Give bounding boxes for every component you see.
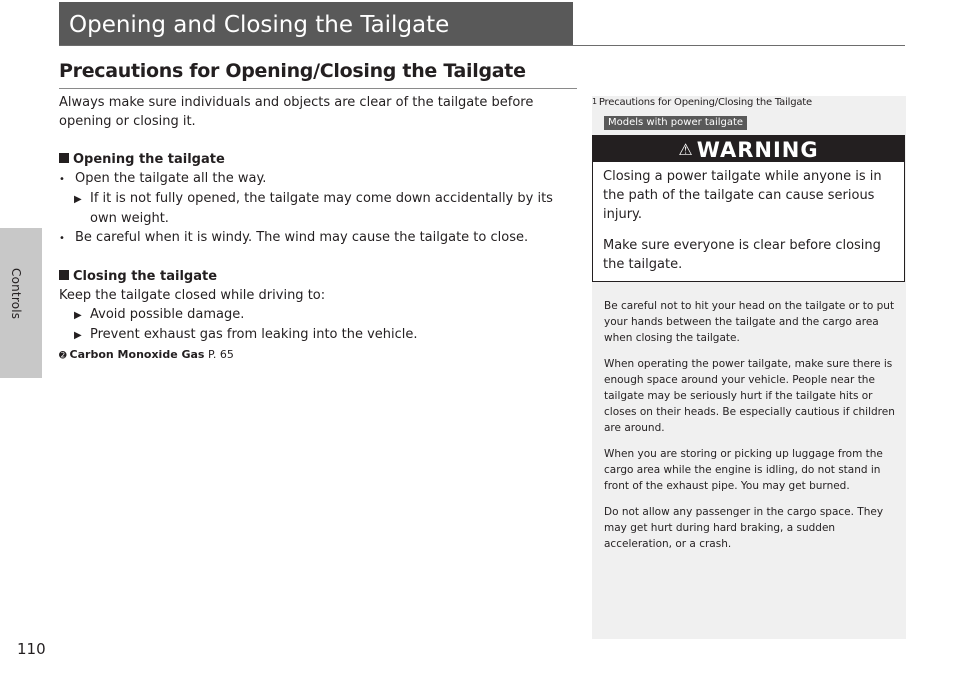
chapter-label: Controls (9, 268, 23, 320)
title-divider (59, 45, 905, 46)
warning-text: Closing a power tailgate while anyone is in the path of the tailgate can cause serious injury. (603, 169, 882, 222)
arrow-right-icon: ▶ (74, 330, 82, 341)
sidebar-notes (604, 298, 898, 562)
arrow-right-icon: ▶ (74, 194, 82, 205)
section-divider (59, 88, 577, 89)
sidebar-note: Be careful not to hit your head on the tailgate or to put your hands between the tailgate and the cargo area when closing the tailgate. (604, 300, 895, 344)
opening-subheading-text: Opening the tailgate (73, 152, 225, 167)
xref-title: Carbon Monoxide Gas (69, 348, 205, 361)
arrow-text: Prevent exhaust gas from leaking into the vehicle. (90, 327, 418, 342)
xref-page: P. 65 (207, 348, 234, 361)
closing-text: Keep the tailgate closed while driving to: (59, 288, 326, 303)
reference-arrow-icon: ➋ (59, 351, 67, 361)
arrow-text: Avoid possible damage. (90, 307, 245, 322)
sidebar-note: When you are storing or picking up luggage from the cargo area while the engine is idling, do not stand in front of the exhaust pipe. You may get burned. (604, 448, 883, 492)
model-tag: Models with power tailgate (604, 116, 747, 130)
closing-subheading-text: Closing the tailgate (73, 269, 218, 284)
arrow-right-icon: ▶ (74, 310, 82, 321)
square-bullet-icon (59, 270, 69, 280)
arrow-text: If it is not fully opened, the tailgate may come down accidentally by its own weight. (90, 191, 553, 226)
arrow-item (59, 325, 579, 345)
bullet-item (59, 169, 579, 189)
sidebar-title-text: Precautions for Opening/Closing the Tailgate (598, 97, 812, 108)
page-number: 110 (17, 640, 46, 658)
opening-subheading (59, 150, 579, 169)
page-title: Opening and Closing the Tailgate (59, 2, 573, 46)
arrow-item (59, 189, 579, 228)
bullet-text: Be careful when it is windy. The wind may cause the tailgate to close. (75, 230, 529, 245)
sidebar-title (592, 97, 812, 108)
warning-box (592, 135, 905, 282)
warning-header (593, 136, 904, 162)
bullet-dot-icon: • (59, 233, 65, 244)
warning-label: WARNING (696, 138, 819, 162)
sidebar-note: When operating the power tailgate, make sure there is enough space around your vehicle. People near the tailgate may be seriously hurt if the tailgate hits or closes on their heads. Be especially cautious if children are around. (604, 358, 895, 434)
bullet-item (59, 228, 579, 248)
main-content (59, 93, 579, 366)
square-bullet-icon (59, 153, 69, 163)
bullet-dot-icon: • (59, 174, 65, 185)
sidebar-ref-number: 1 (592, 97, 597, 106)
cross-reference-link[interactable] (59, 345, 579, 366)
warning-body (593, 162, 904, 274)
sidebar-note: Do not allow any passenger in the cargo space. They may get hurt during hard braking, a sudden acceleration, or a crash. (604, 506, 884, 550)
intro-paragraph: Always make sure individuals and objects are clear of the tailgate before opening or closing it. (59, 95, 534, 129)
closing-subheading (59, 267, 579, 286)
warning-triangle-icon: ⚠ (678, 140, 694, 159)
warning-text: Make sure everyone is clear before closing the tailgate. (603, 238, 881, 272)
bullet-text: Open the tailgate all the way. (75, 171, 267, 186)
section-heading: Precautions for Opening/Closing the Tailgate (59, 60, 526, 82)
arrow-item (59, 305, 579, 325)
